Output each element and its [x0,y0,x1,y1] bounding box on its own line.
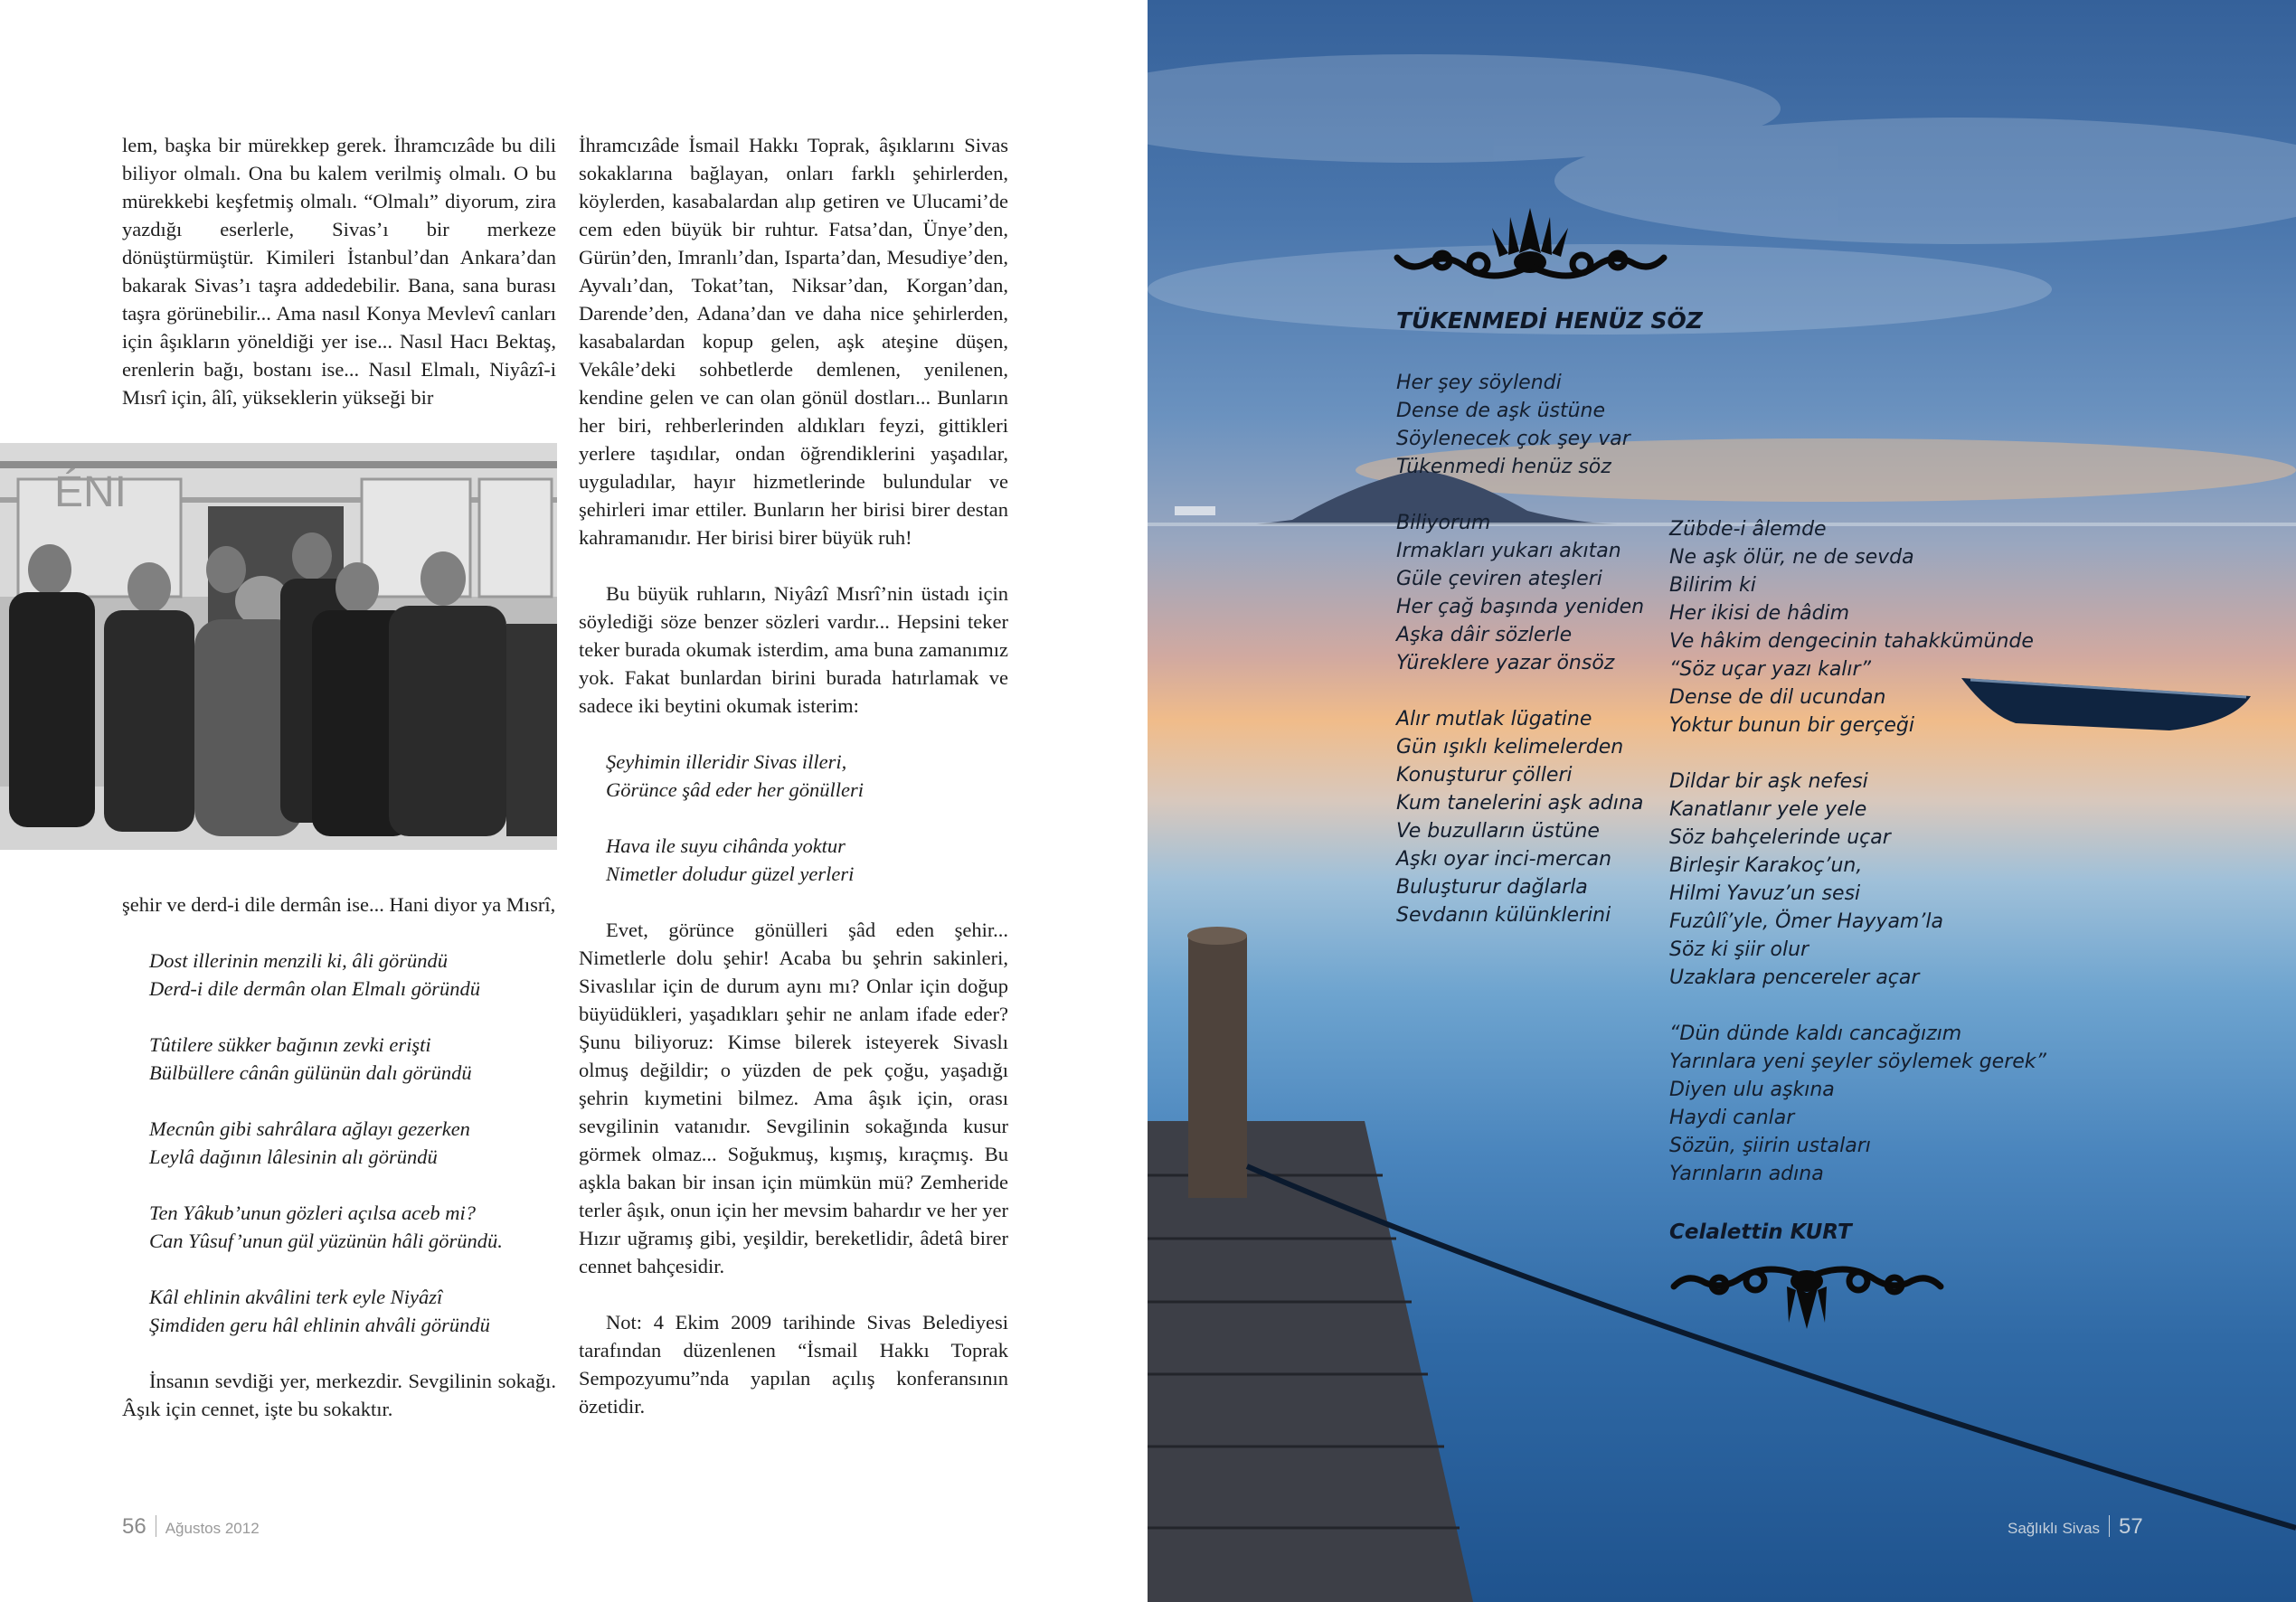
verse-line: Nimetler doludur güzel yerleri [606,862,855,885]
group-of-men-photo [0,443,557,850]
verse-line: Can Yûsuf’unun gül yüzünün hâli göründü. [149,1230,503,1252]
poem-line: Dense de aşk üstüne [1396,400,1606,422]
poem-line: Her çağ başında yeniden [1396,596,1645,618]
poem-line: Fuzûlî’yle, Ömer Hayyam’la [1669,910,1943,933]
poem-line: Her şey söylendi [1396,372,1562,394]
verse-line: Ten Yâkub’unun gözleri açılsa aceb mi? [149,1202,477,1224]
poem-line: Uzaklara pencereler açar [1669,966,1920,989]
paragraph: Evet, görünce gönülleri şâd eden şehir... Nimetlerle dolu şehir! Acaba bu şehrin sakinleri, Sivaslılar için de durum aynı mı? Onlar için doğup büyüdükleri, yaşadıkları şehir ne anlam ifade eder? Şunu biliyoruz: Kimse bilerek isteyerek Sivaslı olmuş değildir; o yüzden de pek çoğu, yaşadığı şehrin kıymetini bilmez. Ama âşık için, orası sevgilinin vatanıdır. Sevgilinin sokağında kusur görmek olmaz... Soğukmuş, kışmış, kıraçmış. Bu aşkla bakan bir insan için mümkün mü? Zemheride terler âşık, onun için her mevsim bahardır ve her yer Hızır uğramış gibi, yeşildir, bereketlidir, âdetâ birer cennet bahçesidir. [579,919,1008,1277]
paragraph: lem, başka bir mürekkep gerek. İhramcızâde bu dili biliyor olmalı. Ona bu kalem verilmiş olmalı. O bu mürekkebi keşfetmiş olmalı. “Olmalı” diyorum, zira yazdığı eserlerle, Sivas’ı bir merkeze dönüştürmüştür. Kimileri İstanbul’dan Ankara’dan bakarak Sivas’ı taşra addedebilir. Bana, sana burası taşra görünebilir... Ama nasıl Konya Mevlevî canları için âşıkların yöneldiği yer ise... Nasıl Hacı Bektaş, erenlerin bağı, bostanı ise... Nasıl Elmalı, Niyâzî-i Mısrî için, âlî, yükseklerin yükseği bir [122,134,556,409]
poem-line: Diyen ulu aşkına [1669,1079,1835,1101]
sign-letters: ÉNI [54,468,128,516]
poem-line: Dildar bir aşk nefesi [1669,770,1868,793]
poem-line: Birleşir Karakoç’un, [1669,854,1863,877]
verse-line: Hava ile suyu cihânda yoktur [606,834,846,857]
poem-line: Bilirim ki [1669,574,1756,597]
poem-line: Her ikisi de hâdim [1669,602,1850,625]
paragraph: Bu büyük ruhların, Niyâzî Mısrî’nin üstadı için söylediği söze benzer sözleri vardır... Hepsini teker teker burada okumak isterdim, ama buna zamanımız yok. Fakat bunlardan birini burada hatırlamak ve sadece iki beytini okumak isterim: [579,582,1008,717]
poem-line: Zübde-i âlemde [1669,518,1827,541]
column-1-bottom [122,891,556,1423]
paragraph: İnsanın sevdiği yer, merkezdir. Sevgilinin sokağı. Âşık için cennet, işte bu sokaktır. [122,1370,556,1420]
issue-date: Ağustos 2012 [165,1520,260,1537]
poem-line: Kanatlanır yele yele [1669,798,1867,821]
page-footer-right [2008,1514,2143,1540]
poem-line: Gün ışıklı kelimelerden [1396,736,1624,759]
paragraph: İhramcızâde İsmail Hakkı Toprak, âşıklarını Sivas sokaklarına bağlayan, onları farklı şehirlerden, köylerden, kasabalardan alıp getiren ve Ulucami’de cem eden büyük bir ruhtur. Fatsa’dan, Ünye’den, Gürün’den, Imranlı’dan, Isparta’dan, Mesudiye’den, Ayvalı’dan, Tokat’tan, Niksar’dan, Korgan’dan, Darende’den, Adana’dan ve daha nice şehirlerden, kasabalardan kopup gelen, aşk ateşine düşen, Vekâle’deki sohbetlerde demlenen, yenilenen, kendine gelen ve can olan gönül dostları... Bunların her biri, rehberlerinden aldıkları feyzi, gittikleri yerlere taşıdılar, ondan öğrendiklerini yaşadılar, uyguladılar, hayır hizmetlerinde bulundular ve şehirleri imar ettiler. Bunların her birisi birer destan kahramanıdır. Her birisi birer büyük ruh! [579,134,1008,549]
verse-line: Görünce şâd eder her gönülleri [606,778,864,801]
poem-line: Güle çeviren ateşleri [1396,568,1602,590]
poem-line: Buluşturur dağlarla [1396,876,1588,899]
poem-line: Aşkı oyar inci-mercan [1396,848,1612,871]
poem-line: Irmakları yukarı akıtan [1396,540,1621,562]
verse-line: Şimdiden geru hâl ehlinin ahvâli göründü [149,1314,490,1336]
poem-line: Haydi canlar [1669,1107,1795,1129]
poem-line: Söylenecek çok şey var [1396,428,1630,450]
flourish-ornament-icon [1393,199,1668,289]
poem-line: “Söz uçar yazı kalır” [1669,658,1871,681]
column-1-top [122,131,556,411]
verse-line: Dost illerinin menzili ki, âli göründü [149,949,448,972]
poem-title: TÜKENMEDİ HENÜZ SÖZ [1396,307,1703,334]
poem-line: Biliyorum [1396,512,1491,534]
poem-line: Yarınlara yeni şeyler söylemek gerek” [1669,1051,2046,1073]
poem-line: Kum tanelerini aşk adına [1396,792,1644,815]
poem-line: Tükenmedi henüz söz [1396,456,1611,478]
poem-line: Aşka dâir sözlerle [1396,624,1573,646]
verse-line: Şeyhimin illeridir Sivas illeri, [606,750,847,773]
page-number: 56 [122,1514,146,1539]
poem-line: “Dün dünde kaldı cancağızım [1669,1022,1962,1045]
magazine-name: Sağlıklı Sivas [2008,1520,2101,1537]
verse-line: Kâl ehlinin akvâlini terk eyle Niyâzî [149,1286,443,1308]
poem-line: Ve hâkim dengecinin tahakkümünde [1669,630,2034,653]
poem-line: Ve buzulların üstüne [1396,820,1600,843]
poem-line: Alır mutlak lügatine [1396,708,1592,730]
column-2 [579,131,1008,1420]
poem-stanza-left [1396,509,1644,929]
verse-line: Tûtilere sükker bağının zevki erişti [149,1033,431,1056]
poem-line: Sözün, şiirin ustaları [1669,1135,1871,1157]
poem-stanza-1 [1396,369,1630,481]
paragraph: Not: 4 Ekim 2009 tarihinde Sivas Belediyesi tarafından düzenlenen “İsmail Hakkı Toprak Sempozyumu”nda yapılan açılış konferansının özetidir. [579,1311,1008,1418]
poem-line: Yüreklere yazar önsöz [1396,652,1615,674]
historical-photo [0,443,557,850]
verse-line: Bülbüllere cânân gülünün dalı göründü [149,1061,472,1084]
poem-line: Söz bahçelerinde uçar [1669,826,1891,849]
poem-stanza-right [1669,515,2046,1188]
poem-line: Yoktur bunun bir gerçeği [1669,714,1914,737]
poem-line: Dense de dil ucundan [1669,686,1886,709]
page-number: 57 [2119,1514,2143,1539]
page-footer-left [122,1514,260,1540]
poem-line: Hilmi Yavuz’un sesi [1669,882,1861,905]
verse-line: Mecnûn gibi sahrâlara ağlayı gezerken [149,1117,470,1140]
poem-line: Sevdanın külünklerini [1396,904,1611,927]
poem-line: Konuşturur çölleri [1396,764,1573,787]
poem-line: Yarınların adına [1669,1163,1824,1185]
poem-line: Ne aşk ölür, ne de sevda [1669,546,1914,569]
flourish-ornament-icon [1669,1261,1945,1333]
author-name: Celalettin KURT [1669,1220,1852,1244]
verse-line: Derd-i dile dermân olan Elmalı göründü [149,977,481,1000]
verse-line: Leylâ dağının lâlesinin alı göründü [149,1145,438,1168]
paragraph: şehir ve derd-i dile dermân ise... Hani diyor ya Mısrî, [122,893,556,916]
poem-line: Söz ki şiir olur [1669,938,1809,961]
